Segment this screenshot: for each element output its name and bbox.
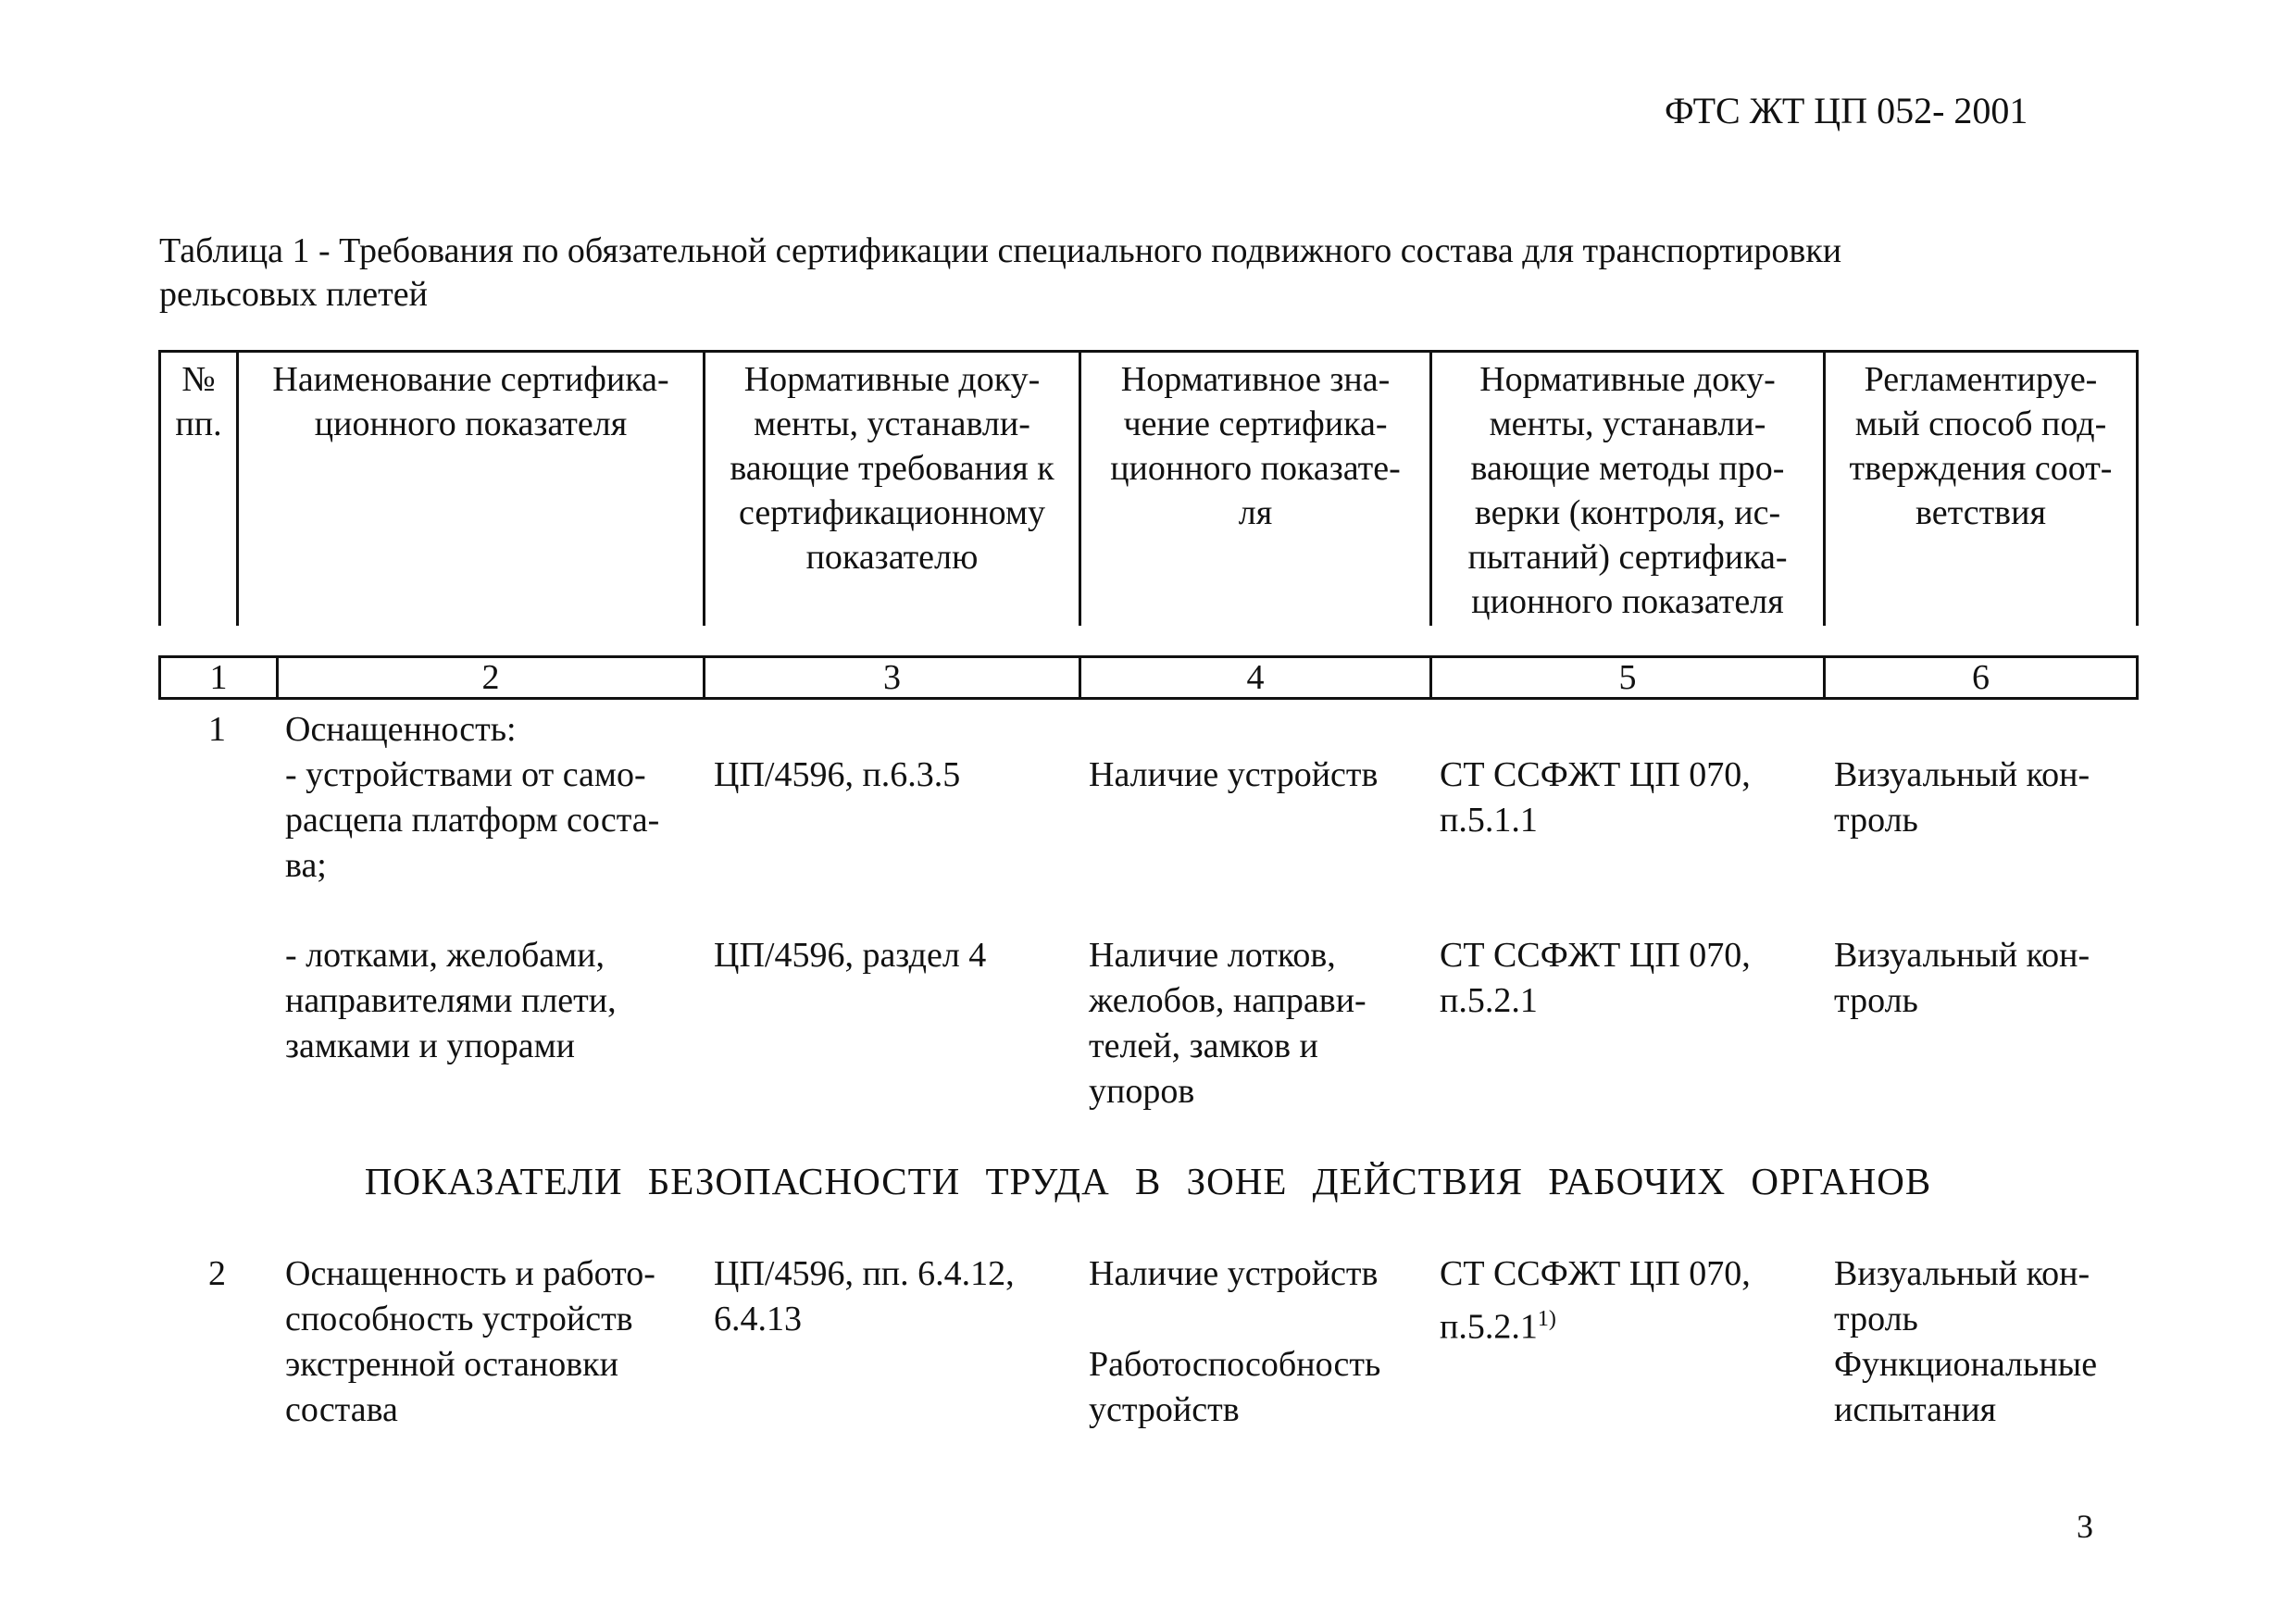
column-number: 2 <box>481 658 500 697</box>
indicator-name: Оснащенность и работо- способность устройств экстренной остановки состава <box>285 1254 655 1429</box>
row-number: 1 <box>208 710 226 749</box>
header-top-border <box>158 350 2139 353</box>
test-method: СТ ССФЖТ ЦП 070, п.5.2.1 <box>1440 936 1751 1020</box>
table-caption-line-1: Таблица 1 - Требования по обязательной сертификации специального подвижного состава для транспортировки <box>159 231 1842 270</box>
section-title: ПОКАЗАТЕЛИ БЕЗОПАСНОСТИ ТРУДА В ЗОНЕ ДЕЙСТВИЯ РАБОЧИХ ОРГАНОВ <box>364 1160 1932 1202</box>
footnote-marker: 1) <box>1537 1307 1556 1331</box>
column-header-indicator-name: Наименование сертифика- ционного показателя <box>272 360 669 443</box>
column-header-test-methods: Нормативные доку- менты, устанавли- вающие методы про- верки (контроля, ис- пытаний) сертифика- ционного показателя <box>1467 360 1788 621</box>
indicator-name: - лотками, желобами, направителями плети, замками и упорами <box>285 936 617 1065</box>
header-col-border <box>2136 350 2139 626</box>
page-number: 3 <box>2077 1508 2093 1545</box>
column-number: 5 <box>1618 658 1637 697</box>
column-number: 6 <box>1972 658 1990 697</box>
test-method-line: СТ ССФЖТ ЦП 070, <box>1440 1254 1751 1293</box>
column-header-normative-value: Нормативное зна- чение сертифика- ционного показате- ля <box>1110 360 1401 532</box>
test-method-clause: п.5.2.1 <box>1440 1307 1538 1347</box>
column-header-normative-docs: Нормативные доку- менты, устанавли- вающие требования к сертификационному показателю <box>730 360 1054 577</box>
confirmation-method: Визуальный кон- троль <box>1834 1254 2090 1338</box>
confirmation-method: Визуальный кон- троль <box>1834 936 2090 1020</box>
test-method <box>1440 1251 1751 1350</box>
confirmation-method: Функциональные испытания <box>1834 1345 2098 1429</box>
confirmation-method: Визуальный кон- троль <box>1834 755 2090 840</box>
test-method: СТ ССФЖТ ЦП 070, п.5.1.1 <box>1440 755 1751 840</box>
row-title: Оснащенность: <box>285 710 517 749</box>
table-caption-line-2: рельсовых плетей <box>159 275 428 314</box>
test-method-line <box>1440 1297 1751 1350</box>
normative-doc: ЦП/4596, п.6.3.5 <box>714 755 961 794</box>
column-header-number: № пп. <box>175 360 222 443</box>
document-code: ФТС ЖТ ЦП 052- 2001 <box>1665 90 2028 131</box>
table-caption <box>159 230 2177 317</box>
column-header-confirmation: Регламентируе- мый способ под- тверждения соот- ветствия <box>1849 360 2113 532</box>
normative-value: Наличие лотков, желобов, направи- телей, замков и упоров <box>1089 936 1366 1111</box>
column-number: 4 <box>1246 658 1265 697</box>
normative-value: Наличие устройств <box>1089 755 1379 794</box>
normative-value: Наличие устройств <box>1089 1254 1379 1293</box>
number-row-border <box>2136 655 2139 700</box>
indicator-name: - устройствами от само- расцепа платформ соста- ва; <box>285 755 660 885</box>
normative-doc: ЦП/4596, раздел 4 <box>714 936 987 975</box>
column-number: 3 <box>883 658 901 697</box>
column-number: 1 <box>209 658 228 697</box>
row-number: 2 <box>208 1254 226 1293</box>
normative-doc: ЦП/4596, пп. 6.4.12, 6.4.13 <box>714 1254 1015 1338</box>
normative-value: Работоспособность устройств <box>1089 1345 1381 1429</box>
